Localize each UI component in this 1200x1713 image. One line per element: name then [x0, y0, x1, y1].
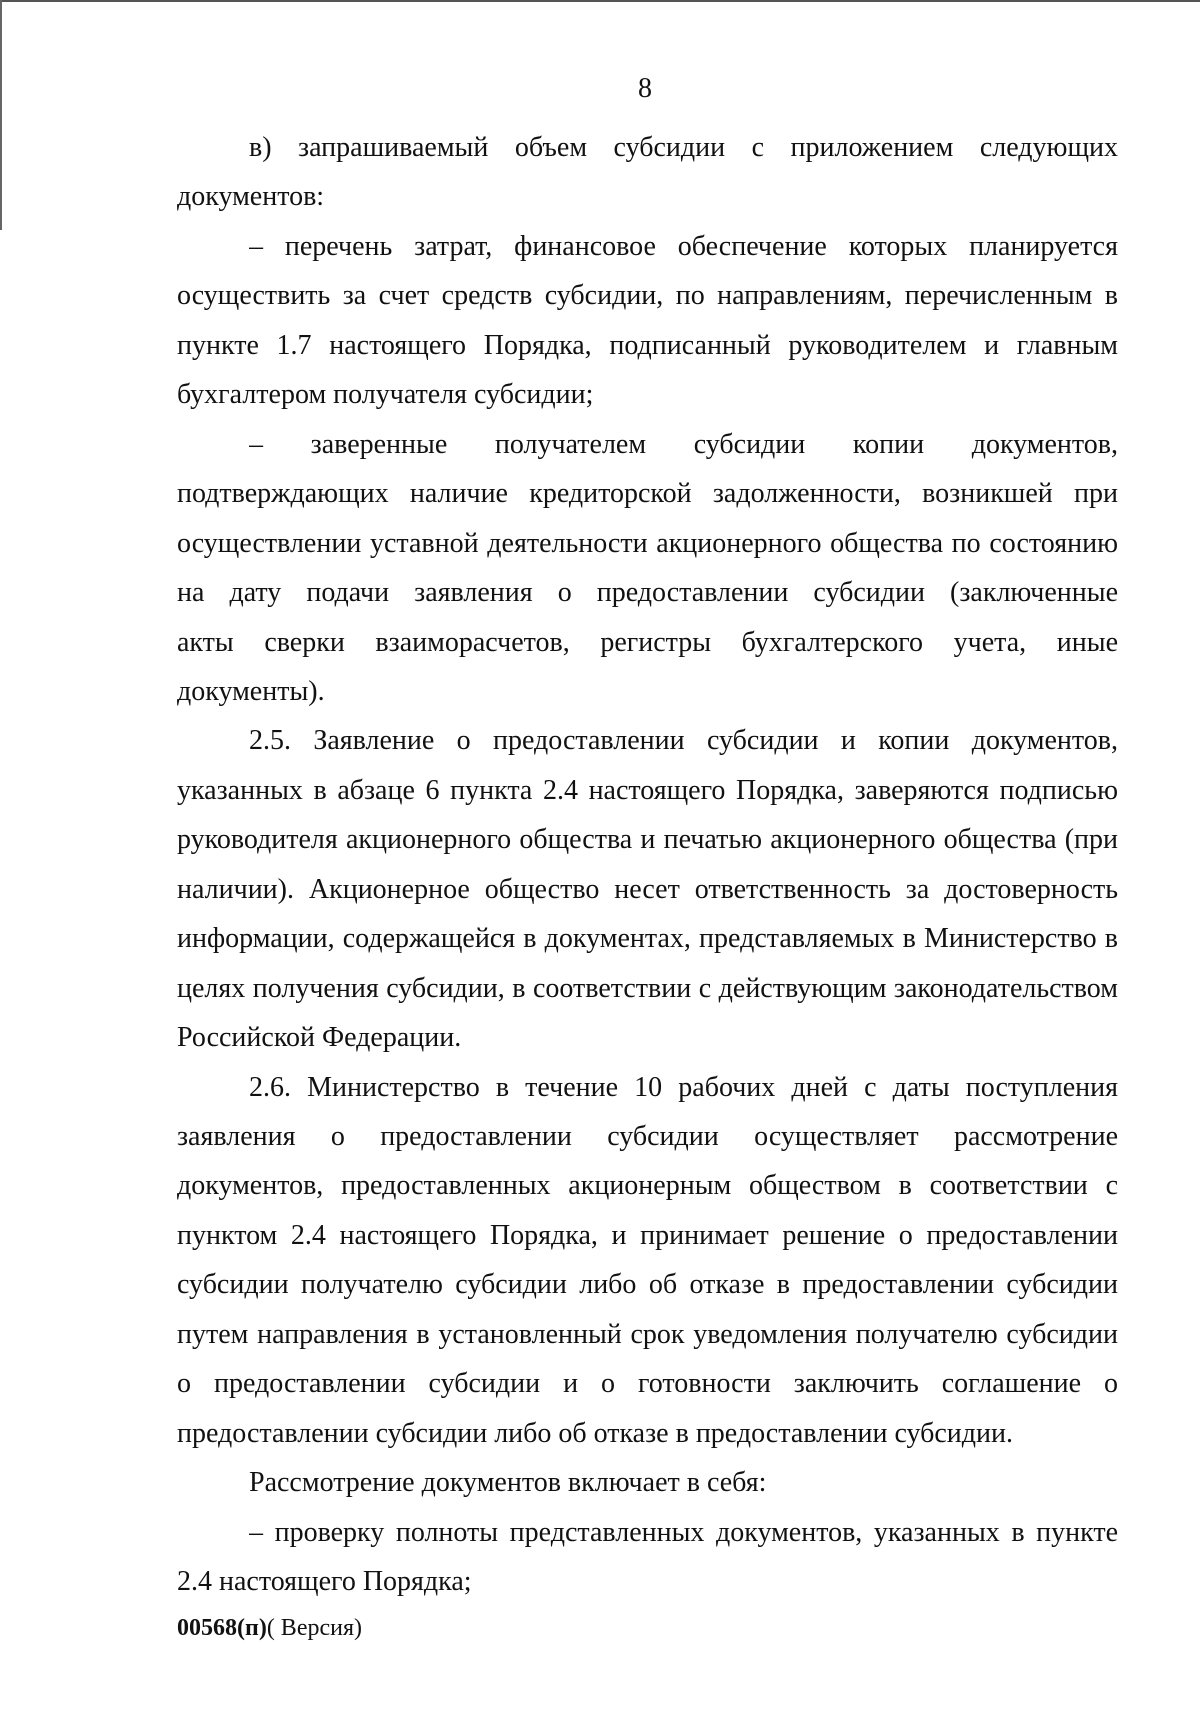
paragraph-4-line: целях получения субсидии, в соответствии с действующим законодательством [177, 972, 1118, 1004]
paragraph-2-line: бухгалтером получателя субсидии; [177, 379, 594, 411]
paragraph-3-line: осуществлении уставной деятельности акционерного общества по состоянию [177, 527, 1118, 559]
paragraph-5-line: путем направления в установленный срок уведомления получателю субсидии [177, 1318, 1118, 1350]
paragraph-1-line: в) запрашиваемый объем субсидии с приложением следующих [249, 132, 1118, 163]
paragraph-3-line: подтверждающих наличие кредиторской задолженности, возникшей при [177, 478, 1118, 510]
paragraph-4-line: информации, содержащейся в документах, представляемых в Министерство в [177, 923, 1118, 955]
paragraph-2-line: пункте 1.7 настоящего Порядка, подписанный руководителем и главным [177, 329, 1118, 361]
paragraph-3-line: акты сверки взаиморасчетов, регистры бухгалтерского учета, иные [177, 626, 1118, 658]
document-version: ( Версия) [266, 1614, 362, 1641]
paragraph-4-line: указанных в абзаце 6 пункта 2.4 настоящего Порядка, заверяются подписью [177, 774, 1118, 806]
paragraph-5-line: пунктом 2.4 настоящего Порядка, и принимает решение о предоставлении [177, 1219, 1118, 1251]
paragraph-4-line: 2.5. Заявление о предоставлении субсидии и копии документов, [249, 725, 1118, 757]
paragraph-5-line: субсидии получателю субсидии либо об отказе в предоставлении субсидии [177, 1269, 1118, 1301]
paragraph-5-line: заявления о предоставлении субсидии осуществляет рассмотрение [177, 1121, 1118, 1152]
paragraph-5-line: документов, предоставленных акционерным обществом в соответствии с [177, 1170, 1118, 1202]
paragraph-6-line: Рассмотрение документов включает в себя: [249, 1467, 767, 1499]
document-footer [177, 1615, 362, 1642]
paragraph-7-line: 2.4 настоящего Порядка; [177, 1566, 472, 1598]
scan-edge-top [0, 0, 1200, 2]
paragraph-4-line: наличии). Акционерное общество несет ответственность за достоверность [177, 873, 1118, 905]
paragraph-4-line: руководителя акционерного общества и печатью акционерного общества (при [177, 824, 1118, 856]
paragraph-3-line: – заверенные получателем субсидии копии документов, [249, 428, 1118, 460]
paragraph-3-line: документы). [177, 675, 325, 707]
paragraph-2-line: – перечень затрат, финансовое обеспечение которых планируется [249, 230, 1118, 262]
paragraph-5-line: 2.6. Министерство в течение 10 рабочих дней с даты поступления [249, 1071, 1118, 1103]
page-number: 8 [638, 73, 652, 104]
paragraph-2-line: осуществить за счет средств субсидии, по направлениям, перечисленным в [177, 280, 1118, 312]
scan-edge-left [0, 0, 2, 230]
paragraph-4-line: Российской Федерации. [177, 1022, 462, 1054]
paragraph-5-line: предоставлении субсидии либо об отказе в предоставлении субсидии. [177, 1417, 1014, 1449]
paragraph-1-line: документов: [177, 181, 325, 213]
paragraph-5-line: о предоставлении субсидии и о готовности заключить соглашение о [177, 1368, 1118, 1400]
document-code: 00568(п) [177, 1614, 267, 1641]
paragraph-7-line: – проверку полноты представленных документов, указанных в пункте [249, 1516, 1118, 1548]
paragraph-3-line: на дату подачи заявления о предоставлении субсидии (заключенные [177, 577, 1118, 609]
